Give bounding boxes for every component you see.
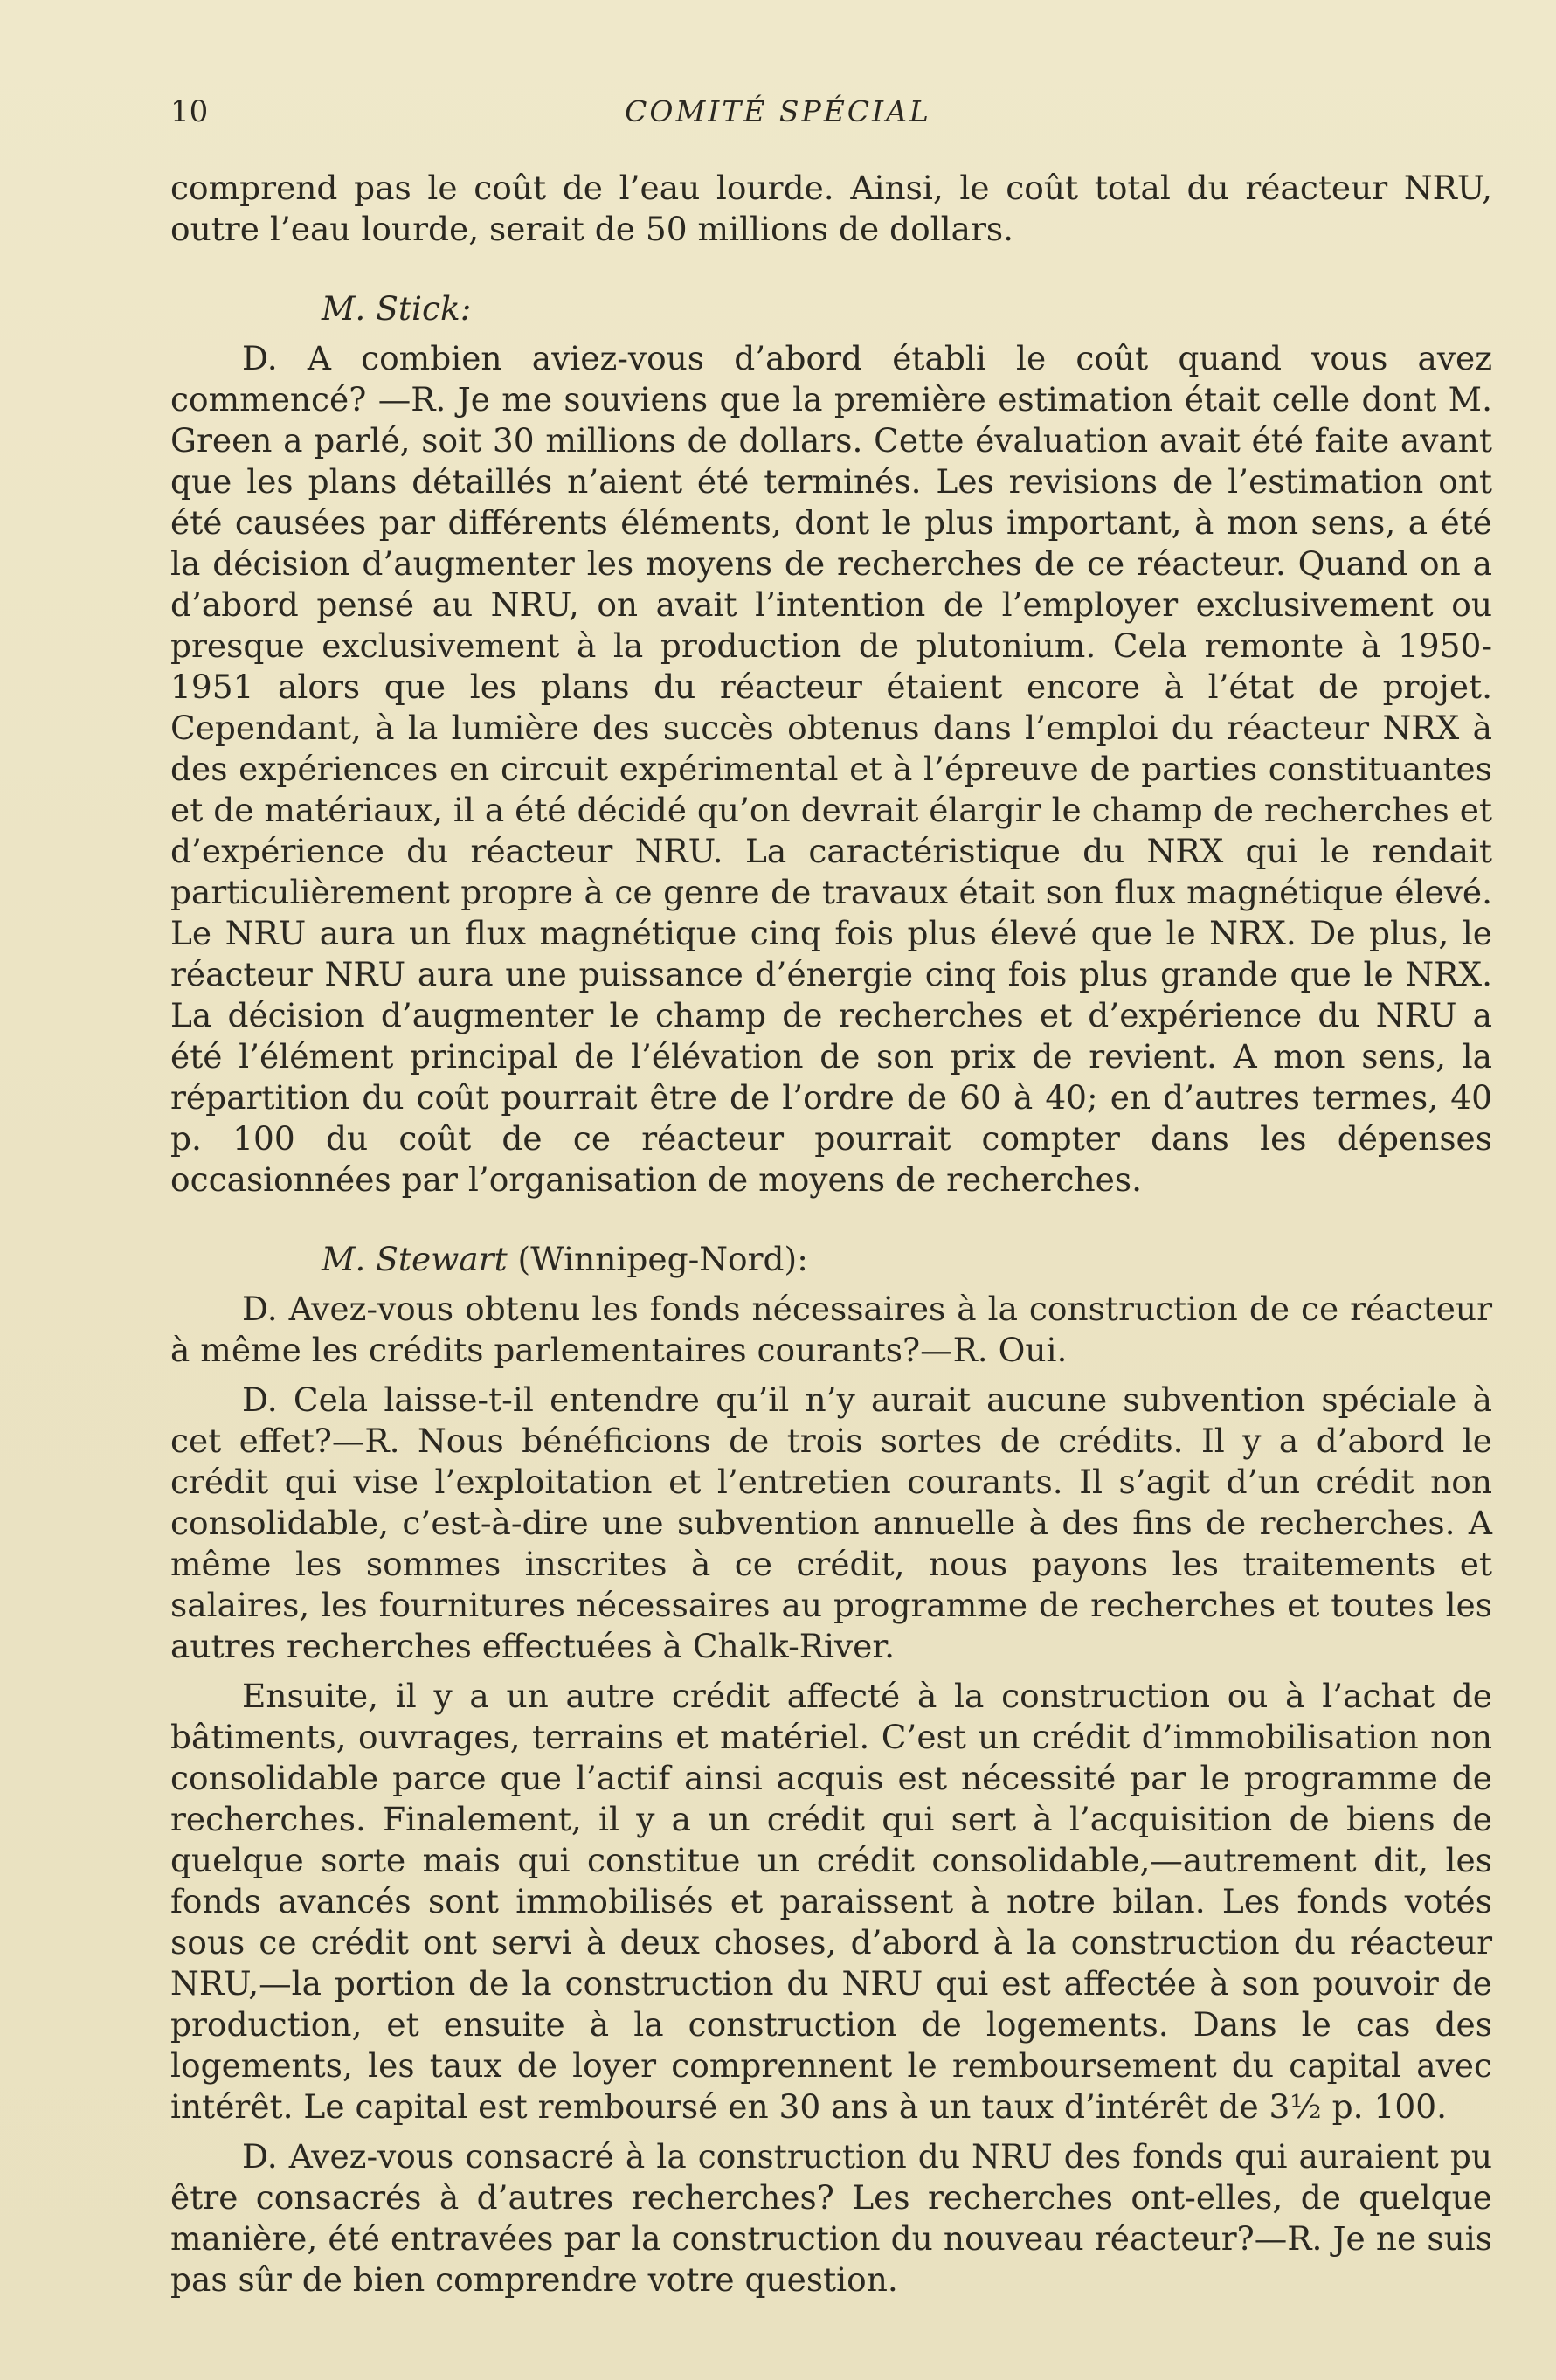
speaker-heading: [170, 288, 1492, 329]
paragraph: comprend pas le coût de l’eau lourde. Ainsi, le coût total du réacteur NRU, outre l’eau lourde, serait de 50 millions de dollars.: [170, 169, 1492, 248]
speaker-name: M. Stick:: [322, 289, 472, 328]
paragraph: D. Cela laisse-t-il entendre qu’il n’y aurait aucune subvention spéciale à cet effet?—R. Nous bénéficions de trois sortes de crédits. Il y a d’abord le crédit qui vise l’exploitation et l’entretien courants. Il s’agit d’un crédit non consolidable, c’est-à-dire une subvention annuelle à des fins de recherches. A même les sommes inscrites à ce crédit, nous payons les traitements et salaires, les fournitures nécessaires au programme de recherches et toutes les autres recherches effectuées à Chalk-River.: [170, 1380, 1492, 1665]
speaker-constituency: (Winnipeg-Nord):: [507, 1240, 808, 1278]
speaker-name: M. Stewart: [322, 1240, 508, 1278]
document-body: [170, 168, 1492, 2300]
running-title: COMITÉ SPÉCIAL: [625, 94, 931, 128]
paragraph: D. A combien aviez-vous d’abord établi le coût quand vous avez commencé? —R. Je me souviens que la première estimation était celle dont M. Green a parlé, soit 30 millions de dollars. Cette évaluation avait été faite avant que les plans détaillés n’aient été terminés. Les revisions de l’estimation ont été causées par différents éléments, dont le plus important, à mon sens, a été la décision d’augmenter les moyens de recherches de ce réacteur. Quand on a d’abord pensé au NRU, on avait l’intention de l’employer exclusivement ou presque exclusivement à la production de plutonium. Cela remonte à 1950-1951 alors que les plans du réacteur étaient encore à l’état de projet. Cependant, à la lumière des succès obtenus dans l’emploi du réacteur NRX à des expériences en circuit expérimental et à l’épreuve de parties constituantes et de matériaux, il a été décidé qu’on devrait élargir le champ de recherches et d’expérience du réacteur NRU. La caractéristique du NRX qui le rendait particulièrement propre à ce genre de travaux était son flux magnétique élevé. Le NRU aura un flux magnétique cinq fois plus élevé que le NRX. De plus, le réacteur NRU aura une puissance d’énergie cinq fois plus grande que le NRX. La décision d’augmenter le champ de recherches et d’expérience du NRU a été l’élément principal de l’élévation de son prix de revient. A mon sens, la répartition du coût pourrait être de l’ordre de 60 à 40; en d’autres termes, 40 p. 100 du coût de ce réacteur pourrait compter dans les dépenses occasionnées par l’organisation de moyens de recherches.: [170, 339, 1492, 1199]
page-number: 10: [170, 94, 209, 129]
paragraph: Ensuite, il y a un autre crédit affecté à la construction ou à l’achat de bâtiments, ouvrages, terrains et matériel. C’est un crédit d’immobilisation non consolidable parce que l’actif ainsi acquis est nécessité par le programme de recherches. Finalement, il y a un crédit qui sert à l’acquisition de biens de quelque sorte mais qui constitue un crédit consolidable,—autrement dit, les fonds avancés sont immobilisés et paraissent à notre bilan. Les fonds votés sous ce crédit ont servi à deux choses, d’abord à la construction du réacteur NRU,—la portion de la construction du NRU qui est affectée à son pouvoir de production, et ensuite à la construction de logements. Dans le cas des logements, les taux de loyer comprennent le remboursement du capital avec intérêt. Le capital est remboursé en 30 ans à un taux d’intérêt de 3½ p. 100.: [170, 1677, 1492, 2126]
paragraph: D. Avez-vous consacré à la construction du NRU des fonds qui auraient pu être consacrés à d’autres recherches? Les recherches ont-elles, de quelque manière, été entravées par la construction du nouveau réacteur?—R. Je ne suis pas sûr de bien comprendre votre question.: [170, 2137, 1492, 2299]
page-header: [0, 94, 1556, 135]
paragraph: D. Avez-vous obtenu les fonds nécessaires à la construction de ce réacteur à même les crédits parlementaires courants?—R. Oui.: [170, 1290, 1492, 1369]
speaker-heading: [170, 1239, 1492, 1280]
